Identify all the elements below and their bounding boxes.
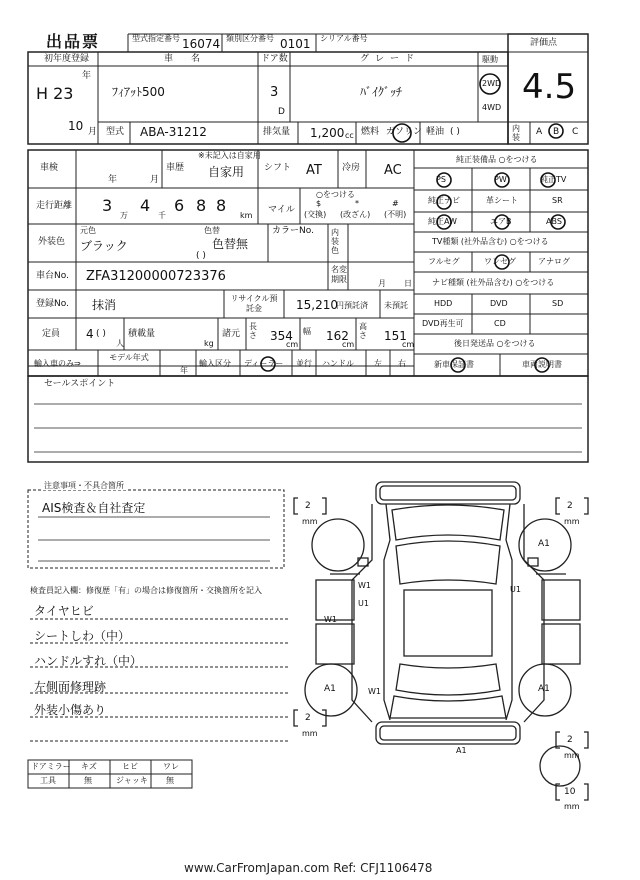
missing-header-break: ワレ: [163, 762, 179, 771]
shift-value: AT: [306, 163, 322, 178]
color-paint-value: 色替無: [212, 237, 249, 251]
import-type-label: 輸入区分: [199, 359, 231, 368]
height-value: 151: [384, 329, 407, 343]
meter-exchange[interactable]: (交換): [304, 210, 327, 219]
handle-label: ハンドル: [322, 359, 354, 368]
recycle-value: 15,210: [296, 298, 338, 312]
handle-right[interactable]: 右: [398, 359, 406, 368]
inspection-month-unit: 月: [150, 175, 160, 185]
doors-value: 3: [270, 85, 279, 100]
recycle-label: リサイクル預託金: [230, 294, 278, 313]
navi-title: ナビ種類 (社外品含む) ○をつける: [432, 278, 555, 287]
meter-circle-note: ○をつける: [316, 190, 355, 199]
height-unit: cm: [402, 340, 415, 349]
interior-option-c[interactable]: C: [572, 127, 579, 137]
tread-unit-rl: mm: [302, 729, 318, 738]
tv-oneseg[interactable]: ワンセグ: [484, 257, 516, 266]
import-parallel[interactable]: 並行: [296, 359, 312, 368]
displacement-unit: cc: [345, 131, 354, 140]
equip-navi[interactable]: 純正ナビ: [428, 196, 460, 205]
equip-pw[interactable]: PW: [494, 175, 507, 184]
vin-value: ZFA31200000723376: [86, 269, 226, 284]
drive-label: 駆動: [482, 55, 498, 64]
missing-header-mirror: ドアミラー: [31, 762, 71, 771]
tread-unit-fl: mm: [302, 517, 318, 526]
import-dealer[interactable]: ディーラー: [244, 359, 284, 368]
height-label: 高さ: [359, 322, 367, 340]
aircon-label: 冷房: [342, 163, 361, 173]
equip-tv[interactable]: 純正TV: [540, 175, 567, 184]
first-reg-era: H 23: [36, 84, 74, 103]
notes-text: AIS検査＆自社査定: [42, 501, 146, 515]
car-name-label: 車名: [164, 54, 219, 64]
handle-left[interactable]: 左: [374, 359, 382, 368]
class-label: 類別区分番号: [226, 34, 274, 43]
registration-value: 抹消: [92, 298, 117, 312]
tv-title: TV種類 (社外品含む) ○をつける: [432, 237, 549, 246]
usage-label: 車歴: [166, 163, 185, 173]
notes-line-1: タイヤヒビ: [34, 604, 94, 618]
mark-front-right-wheel: A1: [538, 539, 550, 549]
sales-point-label: セールスポイント: [44, 379, 116, 389]
notes-line-5: 外装小傷あり: [34, 703, 107, 717]
tread-spare: 10: [564, 787, 576, 797]
car-name-value: ﾌｨｱｯﾄ500: [112, 85, 165, 99]
interior-label: 内装: [512, 124, 520, 142]
width-label: 幅: [303, 327, 311, 336]
later-title: 後日発送品 ○をつける: [454, 339, 536, 348]
type-approval-value: 16074: [182, 37, 221, 51]
recycle-status: 円預託済: [336, 301, 368, 310]
mileage-label: 走行距離: [36, 201, 73, 211]
month-unit: 月: [88, 127, 98, 137]
capacity-paren: ( ): [96, 329, 106, 339]
capacity-value: 4: [86, 327, 94, 341]
inspection-year-unit: 年: [108, 175, 118, 185]
grade-value: ﾊﾞｲｸﾞｯﾁ: [360, 85, 403, 99]
notes-title: 注意事項・不具合箇所: [44, 481, 124, 490]
first-reg-label: 初年度登録: [44, 54, 90, 64]
meter-mile[interactable]: マイル: [268, 205, 295, 215]
interior-color-label: 内装色: [331, 228, 339, 255]
light-oil-label[interactable]: 軽油: [426, 127, 445, 137]
model-value: ABA-31212: [140, 125, 207, 139]
equip-ps[interactable]: PS: [436, 175, 446, 184]
shift-label: シフト: [264, 163, 292, 173]
score-label: 評価点: [530, 38, 558, 48]
meter-tamper-symbol: *: [355, 199, 359, 208]
name-change-label: 名変期限: [331, 265, 347, 284]
mileage-digit-1: 3: [102, 196, 113, 215]
inspection-label: 車検: [40, 163, 59, 173]
meter-unknown-symbol: #: [392, 199, 399, 208]
equip-leather[interactable]: 革シート: [486, 196, 518, 205]
equip-abs[interactable]: ABS: [546, 217, 562, 226]
mark-left-rear: W1: [368, 687, 381, 696]
displacement-label: 排気量: [263, 127, 291, 137]
model-year-unit: 年: [180, 366, 188, 375]
notes-line-3: ハンドルすれ（中）: [34, 654, 143, 668]
recycle-unpaid: 未預託: [384, 301, 408, 310]
missing-jack-value: 無: [166, 776, 174, 785]
footer-watermark: www.CarFromJapan.com Ref: CFJ1106478: [184, 861, 433, 875]
registration-label: 登録No.: [36, 299, 69, 309]
tread-rear-right: 2: [567, 735, 573, 745]
import-label: 輸入車のみ⇒: [34, 359, 81, 368]
fuel-paren: ( ): [450, 127, 460, 137]
width-unit: cm: [342, 340, 355, 349]
interior-option-a[interactable]: A: [536, 127, 543, 137]
capacity-unit: 人: [116, 339, 124, 348]
equip-airbag[interactable]: エアB: [490, 217, 512, 226]
missing-jack: ジャッキ: [116, 776, 148, 785]
notes-line-2: シートしわ（中）: [34, 629, 131, 643]
tread-unit-fr: mm: [564, 517, 580, 526]
notes-line-4: 左側面修理跡: [34, 680, 107, 694]
tread-front-right: 2: [567, 501, 573, 511]
equip-aw[interactable]: 純正AW: [428, 217, 457, 226]
later-warranty[interactable]: 新車保証書: [434, 360, 474, 369]
usage-note: ※未記入は自家用: [198, 151, 261, 160]
mark-left-panel: W1: [324, 615, 337, 624]
fuel-label: 燃料: [361, 127, 380, 137]
mark-right-front: U1: [510, 585, 521, 594]
navi-dvd-play[interactable]: DVD再生可: [422, 319, 464, 328]
tread-rear-left: 2: [305, 713, 311, 723]
drive-2wd[interactable]: 2WD: [482, 79, 502, 88]
mileage-unit-sen: 千: [158, 211, 166, 220]
navi-hdd[interactable]: HDD: [434, 299, 453, 308]
later-manual[interactable]: 車両説明書: [522, 360, 562, 369]
interior-option-b[interactable]: B: [553, 127, 560, 137]
tread-unit-spare: mm: [564, 802, 580, 811]
missing-tools-value: 無: [84, 776, 92, 785]
width-value: 162: [326, 329, 349, 343]
navi-sd[interactable]: SD: [552, 299, 564, 308]
equipment-title: 純正装備品 ○をつける: [456, 155, 538, 164]
equip-sr[interactable]: SR: [552, 196, 563, 205]
meter-exchange-symbol: $: [316, 199, 322, 208]
length-value: 354: [270, 329, 293, 343]
capacity-label: 定員: [42, 329, 61, 339]
missing-header-crack: ヒビ: [122, 762, 138, 771]
usage-value: 自家用: [208, 165, 245, 179]
color-paren: ( ): [196, 251, 206, 261]
year-unit: 年: [82, 71, 92, 81]
displacement-value: 1,200: [310, 126, 345, 140]
length-label: 長さ: [249, 322, 257, 340]
meter-tamper[interactable]: (改ざん): [340, 210, 371, 219]
mark-rear-left-wheel: A1: [324, 684, 336, 694]
mark-left-front-upper: W1: [358, 581, 371, 590]
tv-analog[interactable]: アナログ: [538, 257, 570, 266]
aircon-value: AC: [384, 163, 402, 178]
name-change-day: 日: [404, 279, 412, 288]
doors-label: ドア数: [261, 54, 288, 64]
drive-4wd[interactable]: 4WD: [482, 103, 502, 112]
color-original-label: 元色: [80, 226, 96, 235]
serial-label: シリアル番号: [320, 34, 368, 43]
color-no-label: カラーNo.: [272, 226, 314, 236]
missing-tools: 工具: [40, 776, 56, 785]
tv-fullseg[interactable]: フルセグ: [428, 257, 460, 266]
form-title: 出品票: [46, 32, 101, 51]
fuel-value[interactable]: ガソリン: [386, 127, 423, 137]
load-label: 積載量: [128, 329, 156, 339]
dimensions-label: 諸元: [222, 329, 241, 339]
doors-sub: D: [278, 107, 285, 117]
mileage-digit-3: 6: [174, 196, 185, 215]
navi-cd[interactable]: CD: [494, 319, 506, 328]
score-value: 4.5: [522, 67, 577, 107]
mark-rear-right-wheel: A1: [538, 684, 550, 694]
mark-left-front-lower: U1: [358, 599, 369, 608]
mileage-unit-man: 万: [120, 211, 128, 220]
mileage-digit-2: 4: [140, 196, 151, 215]
mileage-digit-5: 8: [216, 196, 227, 215]
inspector-label: 検査員記入欄：修復歴「有」の場合は修復箇所・交換箇所を記入: [30, 586, 262, 595]
mileage-unit-km: km: [240, 211, 253, 220]
load-unit: kg: [204, 339, 214, 348]
navi-dvd[interactable]: DVD: [490, 299, 508, 308]
class-value: 0101: [280, 37, 311, 51]
meter-unknown[interactable]: (不明): [384, 210, 407, 219]
model-year-label: モデル年式: [109, 353, 149, 362]
model-label: 型式: [106, 127, 125, 137]
color-paint-label: 色替: [204, 226, 220, 235]
first-reg-month: 10: [68, 119, 84, 133]
tread-front-left: 2: [305, 501, 311, 511]
type-approval-label: 型式指定番号: [132, 34, 180, 43]
grade-label: グレード: [360, 54, 421, 64]
vin-label: 車台No.: [36, 271, 69, 281]
tread-unit-rr: mm: [564, 751, 580, 760]
color-original-value: ブラック: [80, 239, 128, 253]
length-unit: cm: [286, 340, 299, 349]
color-label: 外装色: [38, 237, 66, 247]
missing-header-scratch: キズ: [81, 762, 97, 771]
mileage-digit-4: 8: [196, 196, 207, 215]
mark-rear-bumper: A1: [456, 746, 467, 755]
name-change-month: 月: [378, 279, 386, 288]
